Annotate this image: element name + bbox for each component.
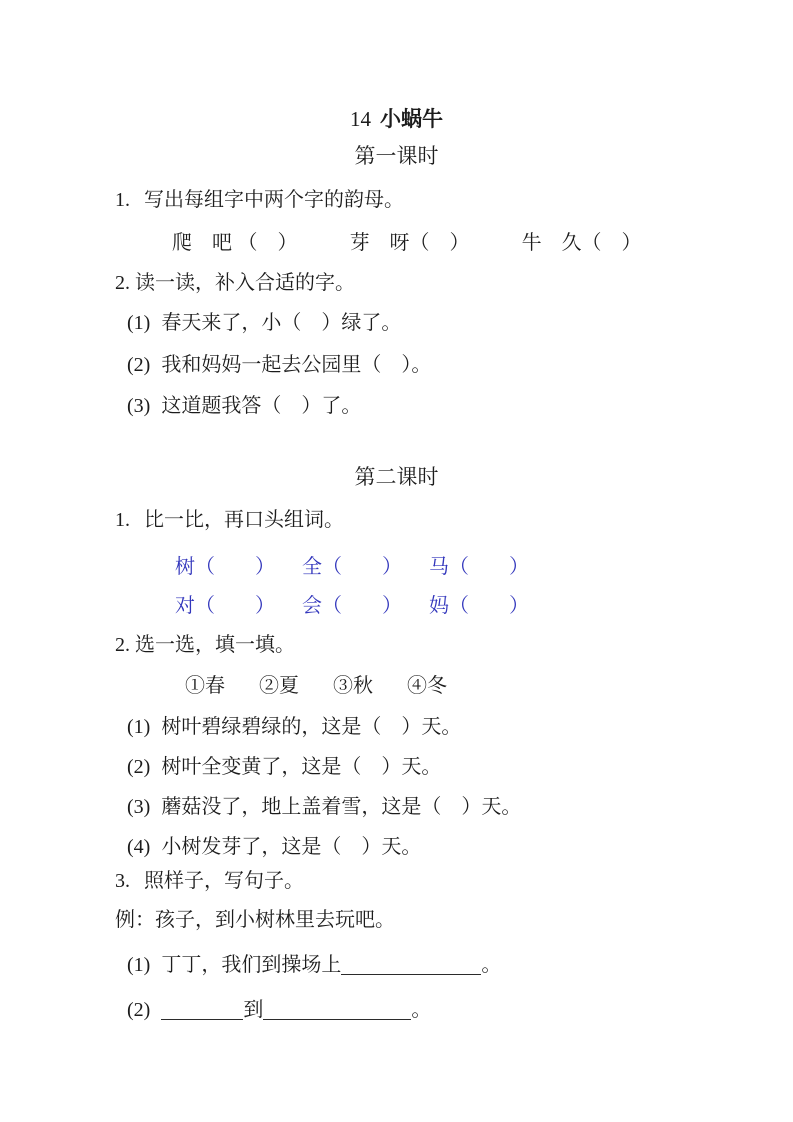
item-text: 我和妈妈一起去公园里（ ）。 <box>161 354 432 376</box>
word-pair-cell: 马（ ） <box>429 556 529 578</box>
word-pair-cell: 全（ ） <box>302 556 402 578</box>
part1-q2-item-1 <box>127 310 401 336</box>
part1-q1-groups <box>172 230 642 256</box>
item-text: 小树发芽了，这是（ ）天。 <box>161 836 422 858</box>
part2-q3-sentence-2 <box>127 997 431 1023</box>
sentence-period: 。 <box>481 954 502 976</box>
word-pair-cell: 妈（ ） <box>429 595 529 617</box>
part2-q1 <box>115 507 344 533</box>
part1-q1-text: 写出每组字中两个字的韵母。 <box>144 189 404 211</box>
sentence-mid: 到 <box>243 999 264 1021</box>
item-number: (3) <box>127 395 151 417</box>
part1-q1-number: 1. <box>115 189 130 211</box>
item-number: (2) <box>127 999 151 1021</box>
part1-q2-number: 2. <box>115 272 130 294</box>
word-pair-cell: 树（ ） <box>175 556 275 578</box>
sentence-prefix: 丁丁，我们到操场上 <box>161 954 342 976</box>
syllable-group: 牛 久（ ） <box>521 232 642 254</box>
part1-q2-item-3 <box>127 393 361 419</box>
part2-q2-options <box>185 673 447 699</box>
part2-q3 <box>115 868 304 894</box>
lesson-number: 14 <box>350 107 371 131</box>
item-text: 树叶全变黄了，这是（ ）天。 <box>161 756 442 778</box>
part2-q2-item-2 <box>127 754 441 780</box>
part2-q3-sentence-1 <box>127 952 501 978</box>
part2-heading: 第二课时 <box>354 466 439 489</box>
part1-heading: 第一课时 <box>354 145 439 168</box>
part2-q2-item-3 <box>127 794 521 820</box>
item-number: (4) <box>127 836 151 858</box>
sentence-period: 。 <box>411 999 432 1021</box>
option-spring: ①春 <box>185 675 225 697</box>
part2-q2 <box>115 632 295 658</box>
part1-q1 <box>115 187 404 213</box>
item-number: (1) <box>127 954 151 976</box>
lesson-title-line <box>0 105 793 134</box>
part2-q1-row1 <box>175 554 529 580</box>
item-number: (1) <box>127 716 151 738</box>
item-text: 树叶碧绿碧绿的，这是（ ）天。 <box>161 716 462 738</box>
part2-q1-number: 1. <box>115 509 130 531</box>
item-number: (2) <box>127 756 151 778</box>
word-pair-cell: 对（ ） <box>175 595 275 617</box>
answer-blank <box>263 999 411 1020</box>
part2-q2-text: 选一选，填一填。 <box>135 634 295 656</box>
part2-q2-item-4 <box>127 834 421 860</box>
word-pair-cell: 会（ ） <box>302 595 402 617</box>
part1-q2 <box>115 270 355 296</box>
part2-q1-row2 <box>175 593 529 619</box>
part2-q2-number: 2. <box>115 634 130 656</box>
lesson-name: 小蜗牛 <box>380 108 443 131</box>
part2-q2-item-1 <box>127 714 461 740</box>
answer-blank <box>341 954 481 975</box>
item-text: 这道题我答（ ）了。 <box>161 395 362 417</box>
answer-blank <box>161 999 243 1020</box>
option-winter: ④冬 <box>407 675 447 697</box>
item-text: 蘑菇没了，地上盖着雪，这是（ ）天。 <box>161 796 522 818</box>
part2-q3-example: 例：孩子，到小树林里去玩吧。 <box>115 909 395 931</box>
item-text: 春天来了，小（ ）绿了。 <box>161 312 402 334</box>
part2-q3-text: 照样子，写句子。 <box>144 870 304 892</box>
option-summer: ②夏 <box>259 675 299 697</box>
part2-q1-text: 比一比，再口头组词。 <box>144 509 344 531</box>
item-number: (3) <box>127 796 151 818</box>
part2-q3-number: 3. <box>115 870 130 892</box>
part1-q2-item-2 <box>127 352 431 378</box>
syllable-group: 爬 吧 （ ） <box>172 232 298 254</box>
item-number: (2) <box>127 354 151 376</box>
option-autumn: ③秋 <box>333 675 373 697</box>
syllable-group: 芽 呀（ ） <box>349 232 470 254</box>
item-number: (1) <box>127 312 151 334</box>
part1-q2-text: 读一读，补入合适的字。 <box>135 272 355 294</box>
